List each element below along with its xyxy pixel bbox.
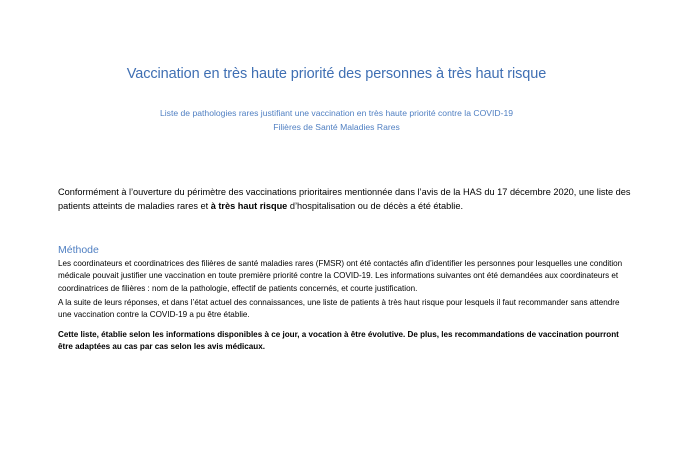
method-paragraph-2: A la suite de leurs réponses, et dans l’état actuel des connaissances, une liste de patients à très haut risque pour lesquels il faut recommander sans attendre une vaccination contre la COVID-19 a pu être établie. (58, 298, 620, 320)
document-subtitle (0, 106, 673, 134)
subtitle-line-2: Filières de Santé Maladies Rares (273, 122, 400, 132)
method-paragraph-1: Les coordinateurs et coordinatrices des filières de santé maladies rares (FMSR) ont été contactés afin d’identifier les personnes pour lesquelles une condition médicale pouvait justifier une vaccination en toute première priorité contre la COVID-19. Les informations suivantes ont été demandées aux coordinateurs et coordinatrices de filières : nom de la pathologie, effectif de patients concernés, et courte justification. (58, 259, 623, 293)
method-paragraph-3: Cette liste, établie selon les informations disponibles à ce jour, a vocation à être évolutive. De plus, les recommandations de vaccination pourront être adaptées au cas par cas selon les avis médicaux. (58, 330, 619, 352)
method-heading: Méthode (58, 244, 99, 256)
intro-bold-text: à très haut risque (210, 201, 288, 211)
document-title: Vaccination en très haute priorité des personnes à très haut risque (126, 66, 547, 82)
intro-paragraph (58, 185, 633, 213)
subtitle-line-1: Liste de pathologies rares justifiant une vaccination en très haute priorité contre la COVID-19 (159, 108, 513, 118)
intro-text-start: Conformément à l’ouverture du périmètre des vaccinations prioritaires mentionnée dans l’avis de la HAS du 17 décembre 2020, une liste des patients atteints de maladies rares et (58, 187, 631, 211)
intro-text-end: d’hospitalisation ou de décès a été établie. (287, 201, 464, 211)
